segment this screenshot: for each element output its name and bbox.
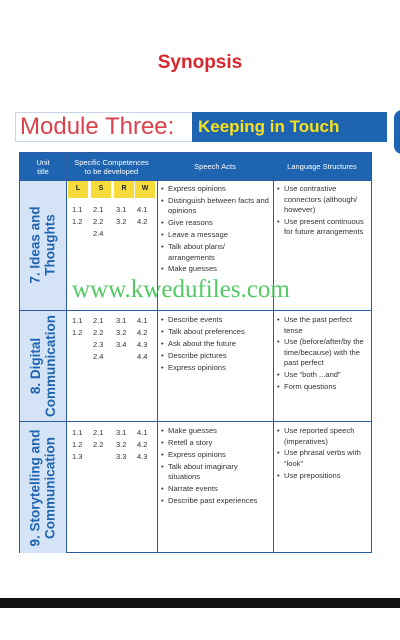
page-heading: Synopsis [157,52,243,73]
watermark: www.kwedufiles.com [72,276,290,303]
list-item: • Use prepositions [277,471,370,482]
unit-9-title-line1: 9. Storytelling and [28,428,43,547]
list-item: • Retell a story [161,438,271,449]
header-language-text: Language Structures [287,162,357,171]
list-item: • Form questions [277,382,370,393]
list-item: • Express opinions [161,184,271,195]
unit-7-writing: 4.1 4.2 [137,205,148,226]
header-unit-line2: title [37,167,49,176]
list-item: • Use contrastive connectors (although/ however) [277,184,370,216]
unit-8-title-line2: Communication [43,314,59,418]
page-edge-tab [394,110,400,154]
module-number: Module Three: [20,113,175,140]
list-item: • Talk about imaginary situations [161,462,271,483]
unit-9-title-line2: Communication [43,436,58,539]
unit-title-9 [20,422,66,553]
header-language-structures [273,153,371,180]
list-item: • Use reported speech (imperatives) [277,426,370,447]
header-speech-text: Speech Acts [194,162,236,171]
header-competences [66,153,157,180]
list-item: • Leave a message [161,230,271,241]
module-name: Keeping in Touch [198,117,340,136]
list-item: • Use “both ...and” [277,370,370,381]
unit-7-title-line1: 7. Ideas and [28,206,44,284]
skill-header-writing: W [135,180,155,198]
list-item: • Use the past perfect tense [277,315,370,336]
unit-title-7 [20,180,66,310]
unit-8-language-structures [277,315,370,394]
unit-8-speech-acts [161,315,271,374]
list-item: • Talk about preferences [161,327,271,338]
skill-header-reading: R [114,180,134,198]
list-item: • Make guesses [161,264,271,275]
column-divider [157,153,158,552]
list-item: • Describe pictures [161,351,271,362]
list-item: • Distinguish between facts and opinions [161,196,271,217]
unit-9-speaking: 2.1 2.2 [93,428,104,449]
unit-9-speech-acts [161,426,271,508]
unit-8-writing: 4.1 4.2 4.3 4.4 [137,316,148,361]
unit-8-listening: 1.1 1.2 [72,316,83,337]
list-item: • Describe events [161,315,271,326]
list-item: • Make guesses [161,426,271,437]
unit-9-reading: 3.1 3.2 3.3 [116,428,127,461]
module-number-box [15,112,192,142]
row-divider [20,310,371,311]
skill-header-listening: L [68,180,88,198]
list-item: • Talk about plans/ arrangements [161,242,271,263]
column-divider [273,153,274,552]
row-divider [20,421,371,422]
list-item: • Give reasons [161,218,271,229]
module-name-box [192,112,387,142]
column-divider [66,153,67,552]
unit-9-writing: 4.1 4.2 4.3 [137,428,148,461]
list-item: • Use present continuous for future arrangements [277,217,370,238]
synopsis-table [19,152,372,553]
row-divider [20,180,371,181]
unit-7-listening: 1.1 1.2 [72,205,83,226]
unit-7-speech-acts [161,184,271,276]
list-item: • Express opinions [161,450,271,461]
unit-8-reading: 3.1 3.2 3.4 [116,316,127,349]
list-item: • Use phrasal verbs with “look” [277,448,370,469]
header-unit-line1: Unit [36,158,50,167]
unit-9-listening: 1.1 1.2 1.3 [72,428,83,461]
unit-7-language-structures [277,184,370,239]
list-item: • Express opinions [161,363,271,374]
skill-header-speaking: S [91,180,111,198]
unit-7-title-line2: Thoughts [43,214,59,276]
header-unit-title [20,153,66,180]
list-item: • Describe past experiences [161,496,271,507]
header-competences-line2: to be developed [84,167,139,176]
unit-8-speaking: 2.1 2.2 2.3 2.4 [93,316,104,361]
list-item: • Narrate events [161,484,271,495]
list-item: • Use (before/after/by the time/because) with the past perfect [277,337,370,369]
module-title-bar [15,112,387,142]
unit-7-speaking: 2.1 2.2 2.4 [93,205,104,238]
unit-title-8 [20,311,66,421]
bottom-band [0,598,400,608]
unit-8-title-line1: 8. Digital [28,337,44,395]
list-item: • Ask about the future [161,339,271,350]
unit-7-reading: 3.1 3.2 [116,205,127,226]
header-competences-line1: Specific Competences [74,158,149,167]
unit-9-language-structures [277,426,370,483]
header-speech-acts [157,153,273,180]
